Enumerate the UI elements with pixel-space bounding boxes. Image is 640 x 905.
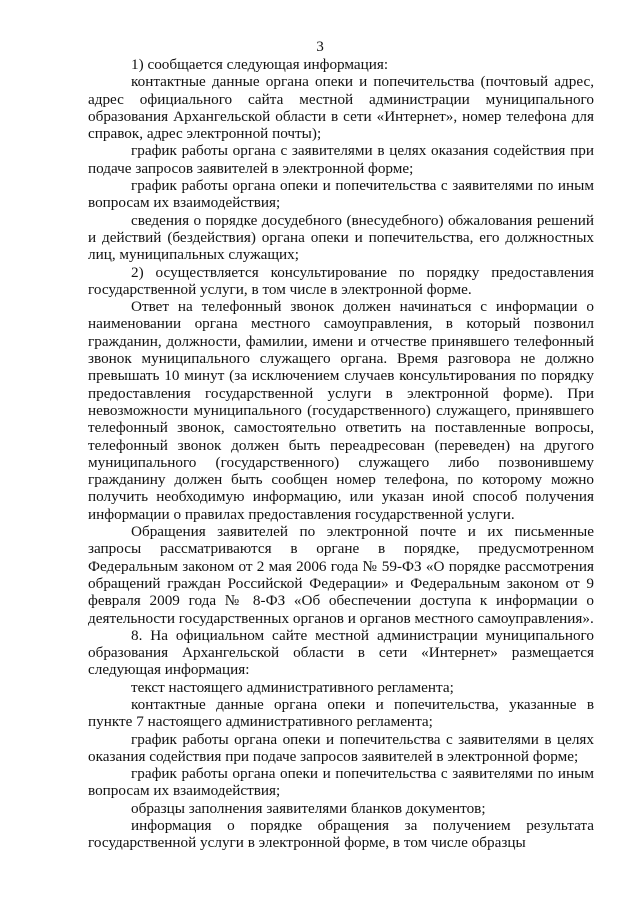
paragraph-consulting: 2) осуществляется консультирование по порядку предоставления государственной услуги, в том числе в электронной форме.	[88, 263, 594, 298]
paragraph-regulation-text: текст настоящего административного регламента;	[131, 678, 454, 696]
document-body	[88, 56, 594, 852]
paragraph-schedule-electronic-2: график работы органа опеки и попечительства с заявителями в целях оказания содействия при подаче запросов заявителей в электронной форме;	[88, 730, 594, 765]
paragraph-appeal-info: сведения о порядке досудебного (внесудебного) обжалования решений и действий (бездействия) органа опеки и попечительства, его должностных лиц, муниципальных служащих;	[88, 211, 594, 264]
paragraph-section-8: 8. На официальном сайте местной администрации муниципального образования Архангельской области в сети «Интернет» размещается следующая информация:	[88, 626, 594, 679]
paragraph-intro-list: 1) сообщается следующая информация:	[131, 56, 389, 73]
paragraph-form-samples: образцы заполнения заявителями бланков документов;	[131, 799, 486, 817]
paragraph-schedule-other: график работы органа опеки и попечительства с заявителями по иным вопросам их взаимодействия;	[88, 177, 594, 212]
paragraph-phone-call: Ответ на телефонный звонок должен начинаться с информации о наименовании органа местного самоуправления, в который позвонил гражданин, должности, фамилии, имени и отчестве принявшего телефонный звонок муниципального служащего органа. Время разговора не должно превышать 10 минут (за исключением случаев консультирования по порядку предоставления государственной услуги в электронной форме). При невозможности муниципального (государственного) служащего, принявшего телефонный звонок, самостоятельно ответить на поставленные вопросы, телефонный звонок должен быть переадресован (переведен) на другого муниципального (государственного) служащего либо позвонившему гражданину должен быть сообщен номер телефона, по которому можно получить необходимую информацию, или указан иной способ получения информации о правилах предоставления государственной услуги.	[88, 298, 594, 523]
page-number: 3	[316, 38, 324, 55]
paragraph-schedule-other-2: график работы органа опеки и попечительства с заявителями по иным вопросам их взаимодействия;	[88, 765, 594, 800]
paragraph-email-requests: Обращения заявителей по электронной почте и их письменные запросы рассматриваются в органе в порядке, предусмотренном Федеральным законом от 2 мая 2006 года № 59-ФЗ «О порядке рассмотрения обращений граждан Российской Федерации» и Федеральным законом от 9 февраля 2009 года № 8-ФЗ «Об обеспечении доступа к информации о деятельности государственных органов и органов местного самоуправления».	[88, 523, 594, 627]
paragraph-schedule-electronic: график работы органа с заявителями в целях оказания содействия при подаче запросов заявителей в электронной форме;	[88, 142, 594, 177]
paragraph-contact-data: контактные данные органа опеки и попечительства (почтовый адрес, адрес официального сайта местной администрации муниципального образования Архангельской области в сети «Интернет», номер телефона для справок, адрес электронной почты);	[88, 73, 594, 143]
paragraph-contacts-reference: контактные данные органа опеки и попечительства, указанные в пункте 7 настоящего административного регламента;	[88, 695, 594, 731]
paragraph-result-procedure: информация о порядке обращения за получением результата государственной услуги в электронной форме, в том числе образцы	[88, 817, 594, 852]
